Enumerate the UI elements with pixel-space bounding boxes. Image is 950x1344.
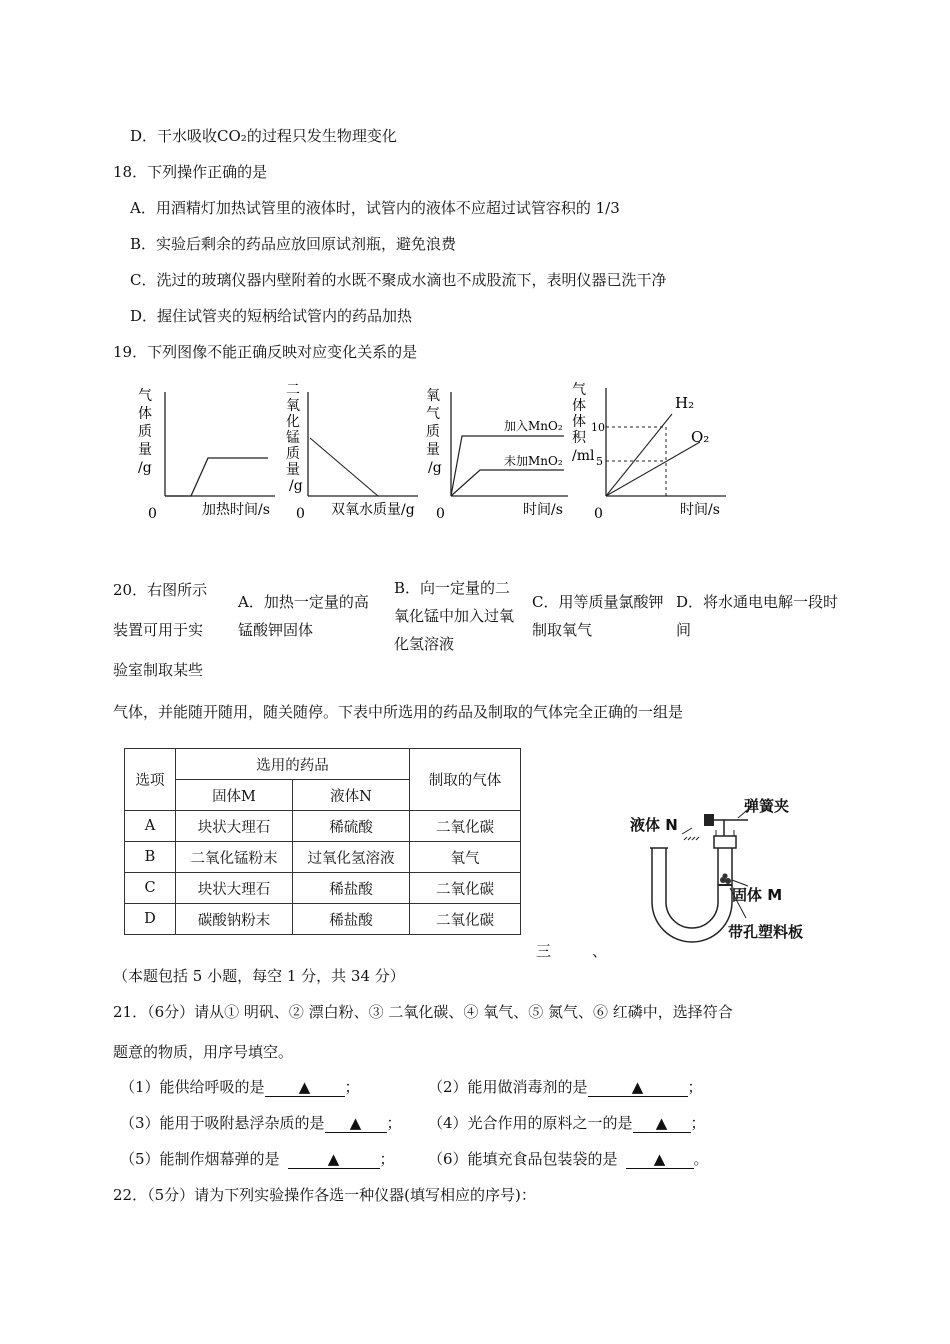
q19-option-c: C．用等质量氯酸钾制取氧气: [532, 593, 664, 639]
table-cell: 稀盐酸: [293, 904, 410, 935]
table-cell: 块状大理石: [176, 811, 293, 842]
table-header-drugs: 选用的药品: [176, 749, 410, 780]
q20-stem-l3: 验室制取某些: [113, 661, 204, 679]
q20-stem-l2: 装置可用于实: [113, 621, 204, 639]
table-header-liquid: 液体N: [293, 780, 410, 811]
section3-number: 三: [536, 942, 552, 960]
graph-d: [572, 382, 726, 522]
q21-item-2-end: ；: [687, 1078, 703, 1096]
graph-c-label2: 未加MnO₂: [504, 454, 563, 468]
graph-a: [138, 388, 275, 522]
q21-item-4-end: ；: [690, 1114, 706, 1132]
q18-option-d: D．握住试管夹的短柄给试管内的药品加热: [130, 307, 413, 325]
graph-d-h2-line: [606, 414, 672, 496]
table-cell: 二氧化碳: [410, 811, 521, 842]
graph-c-xlabel: 时间/s: [523, 502, 563, 518]
q20-stem-l4: 气体，并能随开随用，随关随停。下表中所选用的药品及制取的气体完全正确的一组是: [113, 703, 684, 721]
q18-option-a: A．用酒精灯加热试管里的液体时，试管内的液体不应超过试管容积的 1/3: [130, 199, 620, 217]
figure-label-plate: 带孔塑料板: [728, 923, 804, 941]
table-cell: 过氧化氢溶液: [293, 842, 410, 873]
table-row: [125, 873, 521, 904]
table-row: [125, 811, 521, 842]
figure-label-solid: 固体 M: [732, 886, 783, 904]
q18-stem: 18．下列操作正确的是: [113, 163, 268, 181]
graph-c-origin: 0: [436, 506, 445, 522]
table-cell: 碳酸钠粉末: [176, 904, 293, 935]
table-cell: 稀盐酸: [293, 873, 410, 904]
q21-item-3-end: ；: [386, 1114, 402, 1132]
graph-a-curve: [165, 458, 268, 496]
table-header-solid: 固体M: [176, 780, 293, 811]
q21-answer-blank-3[interactable]: ▲: [325, 1114, 387, 1133]
q21-item-5-end: ；: [379, 1150, 395, 1168]
graph-d-o2-line: [606, 442, 700, 496]
q21-stem-l2: 题意的物质，用序号填空。: [113, 1043, 294, 1061]
q20-table: [124, 748, 521, 935]
graph-d-tick5: 5: [596, 455, 603, 468]
q21-item-5-text: （5）能制作烟幕弹的是: [120, 1150, 280, 1168]
q21-item-3: [120, 1113, 402, 1133]
graph-c-label1: 加入MnO₂: [504, 419, 563, 433]
figure-label-clip: 弹簧夹: [744, 797, 790, 815]
graph-b: [286, 382, 418, 522]
q21-item-2-text: （2）能用做消毒剂的是: [428, 1078, 588, 1096]
graph-b-ylabel: 二氧化锰质量/g: [286, 382, 303, 494]
q21-item-5: [120, 1149, 395, 1169]
q19-graphs: [128, 380, 738, 528]
q21-item-1-end: ；: [344, 1078, 360, 1096]
q21-item-3-text: （3）能用于吸附悬浮杂质的是: [120, 1114, 325, 1132]
table-cell: C: [125, 873, 176, 904]
table-header-gas: 制取的气体: [410, 749, 521, 811]
q19-option-d: D．将水通电电解一段时间: [676, 593, 839, 639]
q19-option-a: A．加热一定量的高锰酸钾固体: [238, 593, 369, 639]
q21-item-6-text: （6）能填充食品包装袋的是: [428, 1150, 618, 1168]
q21-answer-blank-2[interactable]: ▲: [588, 1078, 688, 1097]
q21-item-6-end: 。: [693, 1150, 709, 1168]
table-cell: B: [125, 842, 176, 873]
table-row: [125, 904, 521, 935]
graph-d-ylabel: 气体体积/ml: [572, 382, 595, 464]
q21-answer-blank-1[interactable]: ▲: [265, 1078, 345, 1097]
graph-d-o2: O₂: [691, 428, 710, 446]
graph-b-origin: 0: [296, 506, 305, 522]
q21-item-2: [428, 1077, 703, 1097]
q18-option-c: C．洗过的玻璃仪器内壁附着的水既不聚成水滴也不成股流下，表明仪器已洗干净: [130, 271, 667, 289]
q17-option-d: D．干水吸收CO₂的过程只发生物理变化: [130, 127, 397, 145]
q21-item-1-text: （1）能供给呼吸的是: [120, 1078, 265, 1096]
graph-c-line-no-mno2: [451, 470, 564, 496]
q19-stem: 19．下列图像不能正确反映对应变化关系的是: [113, 343, 418, 361]
section3-note: （本题包括 5 小题，每空 1 分，共 34 分）: [113, 967, 405, 985]
graph-d-h2: H₂: [675, 394, 695, 412]
q22-stem: 22．（5分）请为下列实验操作各选一种仪器(填写相应的序号)：: [113, 1186, 536, 1204]
table-cell: 二氧化锰粉末: [176, 842, 293, 873]
graph-b-curve: [310, 438, 378, 496]
graph-b-xlabel: 双氧水质量/g: [331, 502, 415, 518]
figure-label-liquid: 液体 N: [630, 816, 678, 834]
section3-separator: 、: [592, 942, 608, 960]
q21-stem-l1: 21．（6分）请从① 明矾、② 漂白粉、③ 二氧化碳、④ 氧气、⑤ 氮气、⑥ 红磷中，选择符合: [113, 1003, 733, 1021]
q19-option-b: B．向一定量的二氧化锰中加入过氧化氢溶液: [394, 579, 515, 653]
graph-d-tick10: 10: [591, 421, 605, 434]
q21-answer-blank-4[interactable]: ▲: [633, 1114, 691, 1133]
graph-c: [426, 388, 568, 522]
table-cell: 稀硫酸: [293, 811, 410, 842]
q21-item-6: [428, 1149, 709, 1169]
table-cell: 氧气: [410, 842, 521, 873]
table-cell: 块状大理石: [176, 873, 293, 904]
graph-a-origin: 0: [148, 506, 157, 522]
table-cell: 二氧化碳: [410, 904, 521, 935]
q21-item-4: [428, 1113, 706, 1133]
graph-d-origin: 0: [594, 506, 603, 522]
q21-answer-blank-6[interactable]: ▲: [626, 1150, 694, 1169]
table-header-option: 选项: [125, 749, 176, 811]
table-cell: 二氧化碳: [410, 873, 521, 904]
graph-a-xlabel: 加热时间/s: [202, 502, 270, 518]
q20-stem-l1: 20．右图所示: [113, 581, 208, 599]
table-cell: A: [125, 811, 176, 842]
q21-item-1: [120, 1077, 360, 1097]
table-cell: D: [125, 904, 176, 935]
graph-c-ylabel: 氧气质量/g: [426, 388, 442, 476]
q18-option-b: B．实验后剩余的药品应放回原试剂瓶，避免浪费: [130, 235, 457, 253]
q21-answer-blank-5[interactable]: ▲: [288, 1150, 380, 1169]
q21-item-4-text: （4）光合作用的原料之一的是: [428, 1114, 633, 1132]
table-row: [125, 842, 521, 873]
graph-d-xlabel: 时间/s: [680, 502, 720, 518]
graph-a-ylabel: 气体质量/g: [138, 388, 152, 476]
